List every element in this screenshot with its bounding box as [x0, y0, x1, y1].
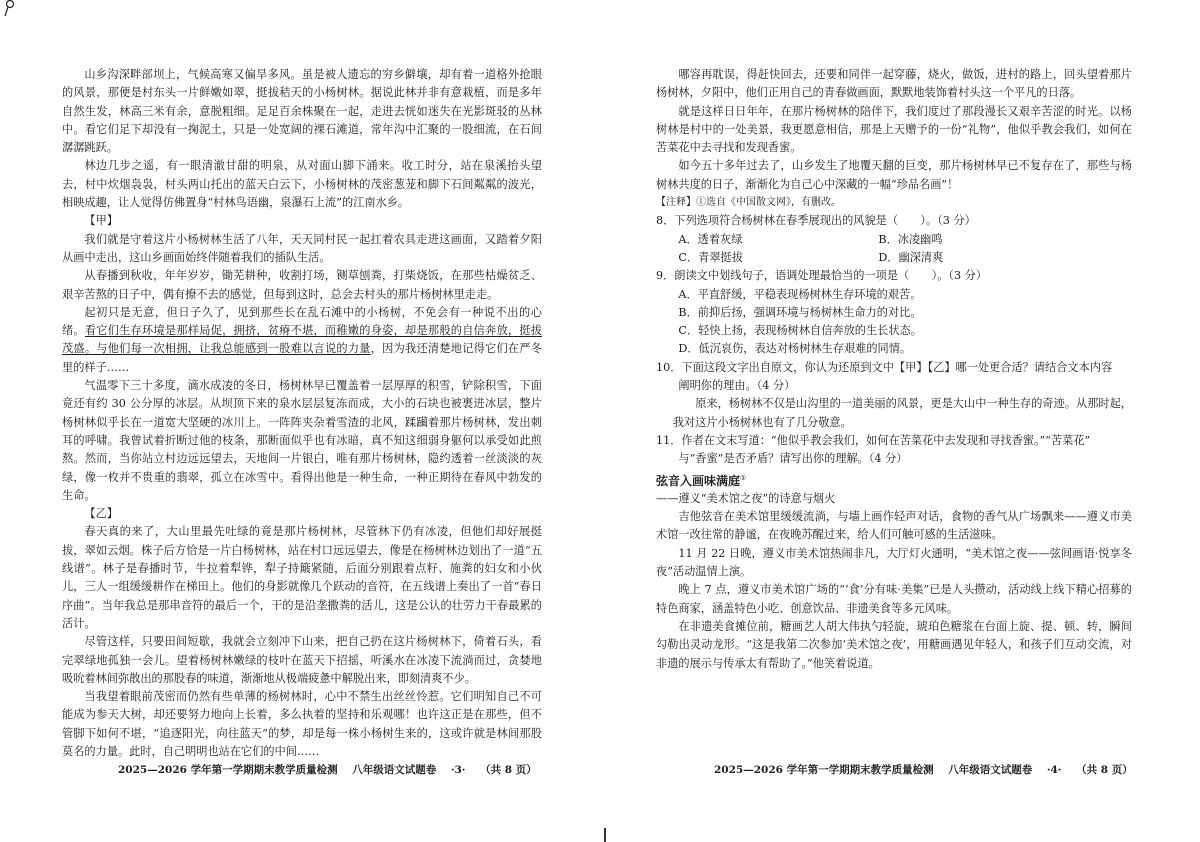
paragraph-with-underline [62, 304, 542, 377]
section-label-jia: 【甲】 [84, 214, 118, 228]
question-10-continued: 阐明你的理由。（4 分） [678, 379, 796, 393]
option-c: C．青翠挺拔 [678, 250, 743, 264]
paragraph: 哪容再耽误，得赶快回去，还要和同伴一起穿藤，烧火，做饭，进村的路上，回头望着那片杨树林，夕阳中，他们正用自己的青春做画面，默默地装饰着村头这一个平凡的日落。 [656, 68, 1132, 100]
paragraph: 吉他弦音在美术馆里缓缓流淌，与墙上画作轻声对话，食物的香气从广场飘来——遵义市美术馆一改往常的静谧，在夜晚苏醒过来，给人们可触可感的生活滋味。 [656, 510, 1132, 542]
question-8: 8．下列选项符合杨树林在春季展现出的风貌是（ ）。（3 分） [656, 214, 976, 228]
paragraph: 山乡沟深畔部坝上，气候高寒又偏旱多风。虽是被人遗忘的穷乡僻壤，却有着一道格外抢眼的风景，那便是村东头一片鲜嫩如翠，挺拔秸天的小杨树林。据说此林并非有意栽植，而是多年自然生发，林高三米有余，意脱粗细。足足百余株聚在一起，走进去恍如迷失在光影斑驳的丛林中。看它们足下却没有一掬泥土，只是一处宽阔的裸石滩道，常年沟中汇聚的一股细流，在石间潺潺跳跃。 [62, 68, 542, 155]
paragraph: 11 月 22 日晚，遵义市美术馆热闹非凡，大厅灯火通明，“美术馆之夜——弦间画语·悦享冬夜”活动温情上演。 [656, 546, 1132, 579]
option-a: A．平直舒缓，平稳表现杨树林生存环境的艰苦。 [678, 287, 922, 301]
article-title-text: 弦音入画味满庭 [656, 473, 741, 488]
text-span: ，因为我还清楚地记得它们在严冬里的样子…… [62, 342, 542, 374]
text-span: 起初只是无意，但日子久了，见到那些长在乱石滩中的小杨树，不免会有一种说不出的心绪。 [62, 305, 542, 338]
option-b: B．前抑后扬，强调环境与杨树林生命力的对比。 [678, 305, 922, 319]
right-page [656, 66, 1132, 673]
article-title [656, 469, 1132, 490]
paragraph: 如今五十多年过去了，山乡发生了地覆天翻的巨变，那片杨树林早已不复存在了，那些与杨树林共度的日子，渐渐化为自己心中深藏的一幅“珍品名画”！ [656, 159, 1132, 191]
question-11-continued: 与“香蜜”是否矛盾？请写出你的理解。（4 分） [678, 452, 908, 466]
paragraph: 晚上 7 点，遵义市美术馆广场的“‘食’分有味·美集”已是人头攒动，活动线上线下精心招募的特色商家，涵盖特色小吃、创意饮品、非遗美食等多元风味。 [656, 583, 1132, 615]
paragraph: 从春播到秋收，年年岁岁，锄芜耕种，收割打场，铡草刨粪，打柴烧饭，在那些枯燥贫乏、艰辛苦熬的日子中，偶有撩不去的感觉，但每到这时，总会去村头的那片杨树林里走走。 [62, 269, 542, 301]
paragraph: 我们就是守着这片小杨树林生活了八年，天天同村民一起扛着农具走进这画面，又踏着夕阳从画中走出，这山乡画面始终伴随着我们的插队生活。 [62, 232, 542, 264]
section-label-yi: 【乙】 [84, 507, 118, 521]
question-10: 10．下面这段文字出自原文，你认为还原到文中【甲】【乙】哪一处更合适？请结合文本内容 [656, 360, 1113, 374]
paragraph: 就是这样日日年年，在那片杨树林的陪伴下，我们度过了那段漫长又艰辛苦涩的时光。以杨树林是村中的一处美景，我更愿意相信，那是上天赠予的一份“礼物”，他似乎教会我们，如何在苦菜花中去寻找和发现香蜜。 [656, 104, 1132, 155]
option-c: C．轻快上扬，表现杨树林自信奔放的生长状态。 [678, 324, 922, 338]
binding-hole-icon [2, 0, 20, 18]
option-d: D．低沉哀伤，表达对杨树林生存艰难的同情。 [678, 342, 912, 356]
quoted-passage: 原来，杨树林不仅是山沟里的一道美丽的风景，更是大山中一种生存的奇迹。从那时起，我对这片小杨树林也有了几分敬意。 [672, 397, 1132, 429]
page-footer-right: 2025—2026 学年第一学期期末教学质量检测 八年级语文试题卷 ·4· （共 8 页） [714, 764, 1133, 776]
option-d: D．幽深清爽 [878, 250, 944, 264]
footnote-marker: ① [740, 473, 747, 482]
footnote: 【注释】①选自《中国散文网》，有删改。 [656, 197, 841, 209]
left-page [62, 66, 542, 761]
paragraph: 当我望着眼前茂密而仍然有些单薄的杨树林时，心中不禁生出丝丝怜惹。它们明知自己不可能成为参天大树，却还要努力地向上长着，多么执着的坚持和乐观哪！也许这正是在那些，但不管脚下如何不堪，“追逐阳光，向往蓝天”的梦，却是每一株小杨树生来的，这或许就是林间那股莫名的力量。此时，自己明明也站在它们的中间…… [62, 690, 542, 758]
underlined-sentence: 看它们生存环境是那样局促，拥挤，贫瘠不堪，而稚嫩的身姿，却是那般的自信奔放，挺拔茂盛。与他们每一次相拥，让我总能感到一股难以言说的力量 [62, 324, 542, 356]
center-divider [604, 828, 606, 842]
paragraph: 气温零下三十多度，滴水成凌的冬日，杨树林早已覆盖着一层厚厚的积雪，铲除积雪，下面竟还有约 30 公分厚的冰层。从坝顶下来的泉水层层复冻而成，大小的石块也被裹进冰层，整片杨树林似乎长在一道宽大坚硬的冰川上。一阵阵夹杂着雪渣的北风，蹂躏着那片杨树林，发出刺耳的呼啸。我曾试着折断过他的枝条，那断面似乎也有冰暗，真不知这细弱身躯何以承受如此煎熬。然而，当你站立村边远远望去，天地间一片银白，唯有那片杨树林，隐约透着一丝淡淡的灰绿，像一枚并不贵重的翡翠，孤立在冰雪中。看得出他是一种生命，一种正期待在春风中勃发的生命。 [62, 379, 542, 502]
question-11: 11．作者在文末写道：“他似乎教会我们，如何在苦菜花中去发现和寻找香蜜。”“苦菜花” [656, 433, 1091, 447]
option-b: B．冰凌幽鸣 [878, 232, 943, 246]
option-a: A．透着灰绿 [678, 232, 743, 246]
paragraph: 在非遗美食摊位前，糖画艺人胡大伟执勺轻旋，琥珀色糖浆在台面上旋、提、顿、转，瞬间勾勒出灵动龙形。“这是我第二次参加‘美术馆之夜’，用糖画遇见年轻人，和孩子们互动交流，对非遗的展示与传承太有帮助了。”他笑着说道。 [656, 619, 1132, 670]
question-8-options [656, 231, 1132, 268]
page-footer-left: 2025—2026 学年第一学期期末教学质量检测 八年级语文试题卷 ·3· （共 8 页） [118, 764, 537, 776]
article-subtitle: ——遵义“美术馆之夜”的诗意与烟火 [656, 491, 836, 505]
paragraph: 尽管这样，只要田间短歇，我就会立刻冲下山来，把自己扔在这片杨树林下，倚着石头，看完翠绿地孤独一会儿。望着杨树林嫩绿的枝叶在蓝天下招摇，听溪水在冰凌下流淌而过，贪婪地吸吮着林间弥散出的那股春的味道，渐渐地从极端疲惫中解脱出来，即刻清爽不少。 [62, 635, 542, 685]
paragraph: 林边几步之遥，有一眼清澈甘甜的明泉，从对面山脚下涌来。收工时分，站在泉溪抬头望去，村中炊烟袅袅，村头两山托出的蓝天白云下，小杨树林的茂密葱茏和脚下石间粼粼的波光，相映成趣，让人觉得仿佛置身“村林鸟语幽，泉瀑石上流”的江南水乡。 [62, 159, 542, 210]
paragraph: 春天真的来了，大山里最先吐绿的竟是那片杨树林，尽管林下仍有冰凌，但他们却好展挺拔，翠如云烟。株子后方恰是一片白杨树林，站在村口远远望去，像是在杨树林边划出了一道“五线谱”。林子是春播时节，牛拉着犁铧，犁子持簸紧随，后面分别跟着点籽、施粪的妇女和小伙儿，三人一组缓缓耕作在梯田上。他们的身影就像几个跃动的音符，在五线谱上奏出了一首“春日序曲”。当年我总是那串音符的最后一个，干的是沿垄撒粪的活儿，这是公认的壮劳力干春最累的活计。 [62, 525, 542, 630]
question-9: 9．朗读文中划线句子，语调处理最恰当的一项是（ ）。（3 分） [656, 269, 988, 283]
